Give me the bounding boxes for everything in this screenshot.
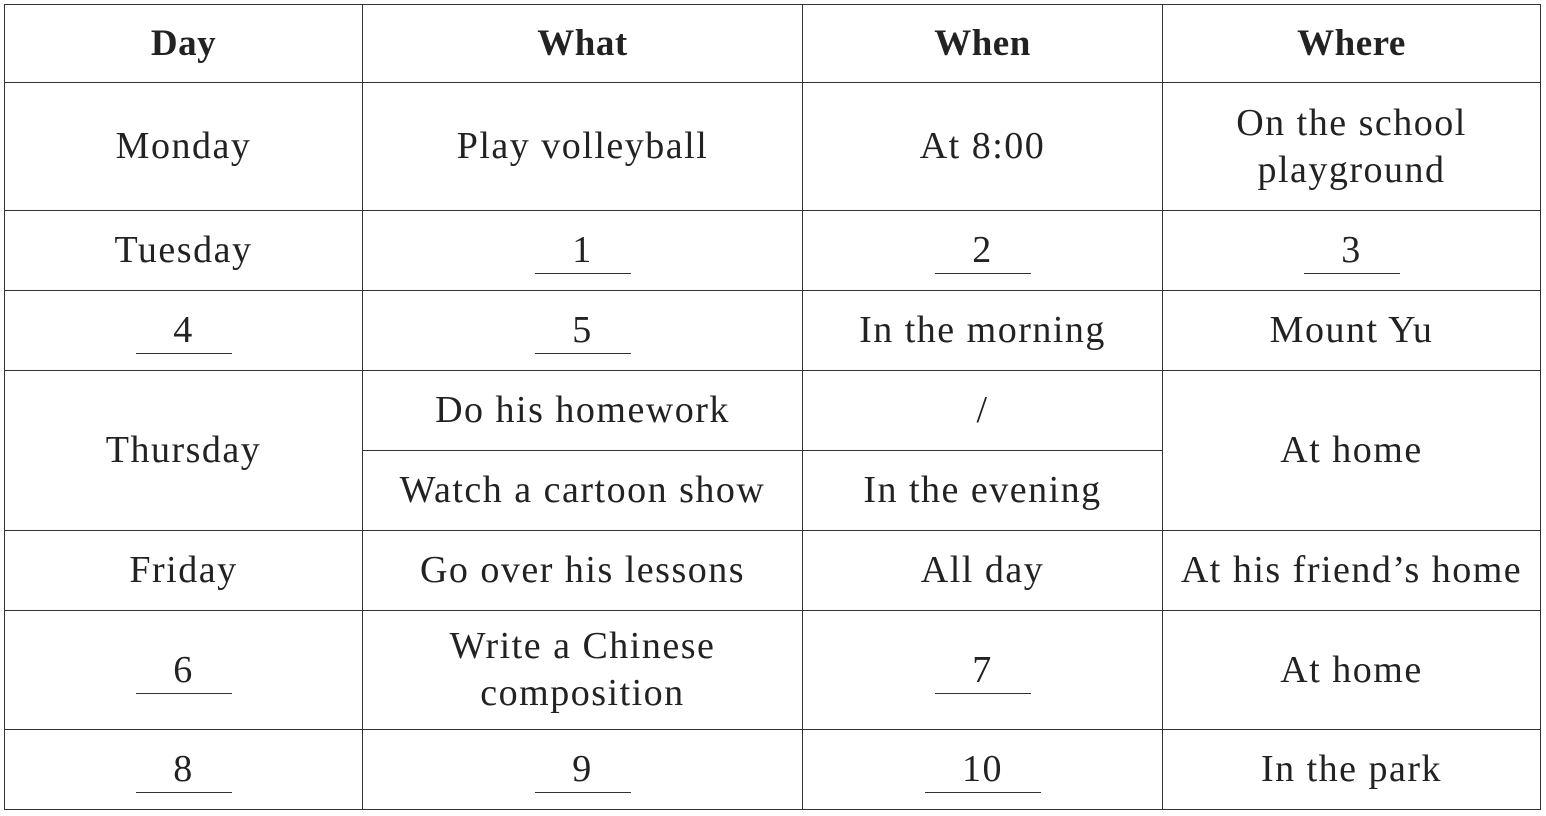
- cell-what-line2: composition: [480, 672, 685, 714]
- cell-when: At 8:00: [803, 83, 1163, 211]
- cell-when: [803, 611, 1163, 730]
- cell-what: Watch a cartoon show: [363, 451, 803, 531]
- cell-day: Thursday: [5, 371, 363, 531]
- header-when: When: [803, 5, 1163, 83]
- table-row-saturday: [5, 611, 1541, 730]
- answer-blank-7[interactable]: 7: [935, 649, 1031, 694]
- header-day: Day: [5, 5, 363, 83]
- cell-what: [363, 730, 803, 810]
- table-row-tuesday: [5, 211, 1541, 291]
- answer-blank-1[interactable]: 1: [535, 229, 631, 274]
- cell-day: Tuesday: [5, 211, 363, 291]
- header-what: What: [363, 5, 803, 83]
- answer-blank-4[interactable]: 4: [136, 309, 232, 354]
- cell-day: Monday: [5, 83, 363, 211]
- cell-day: [5, 730, 363, 810]
- cell-what-line1: Write a Chinese: [449, 625, 716, 667]
- answer-blank-10[interactable]: 10: [925, 748, 1041, 793]
- table-row-thursday-a: [5, 371, 1541, 451]
- table-row-friday: [5, 531, 1541, 611]
- cell-day: [5, 291, 363, 371]
- cell-when: /: [803, 371, 1163, 451]
- cell-where: In the park: [1163, 730, 1541, 810]
- cell-what: [363, 291, 803, 371]
- cell-where: At home: [1163, 371, 1541, 531]
- cell-when: In the evening: [803, 451, 1163, 531]
- answer-blank-3[interactable]: 3: [1304, 229, 1400, 274]
- cell-what: [363, 211, 803, 291]
- cell-where-line1: On the school: [1236, 101, 1467, 144]
- header-where: Where: [1163, 5, 1541, 83]
- table-row-monday: [5, 83, 1541, 211]
- answer-blank-8[interactable]: 8: [136, 748, 232, 793]
- cell-day: [5, 611, 363, 730]
- cell-what: Go over his lessons: [363, 531, 803, 611]
- cell-what: Play volleyball: [363, 83, 803, 211]
- cell-what: Do his homework: [363, 371, 803, 451]
- answer-blank-5[interactable]: 5: [535, 309, 631, 354]
- cell-where: [1163, 211, 1541, 291]
- answer-blank-9[interactable]: 9: [535, 748, 631, 793]
- schedule-table: [4, 4, 1541, 810]
- cell-where-line2: playground: [1257, 148, 1446, 191]
- cell-where: Mount Yu: [1163, 291, 1541, 371]
- table-row-wednesday: [5, 291, 1541, 371]
- cell-what: [363, 611, 803, 730]
- cell-where: At home: [1163, 611, 1541, 730]
- cell-when: [803, 730, 1163, 810]
- table-row-sunday: [5, 730, 1541, 810]
- header-row: [5, 5, 1541, 83]
- answer-blank-6[interactable]: 6: [136, 649, 232, 694]
- cell-when: All day: [803, 531, 1163, 611]
- cell-day: Friday: [5, 531, 363, 611]
- cell-when: In the morning: [803, 291, 1163, 371]
- cell-where: [1163, 83, 1541, 211]
- cell-when: [803, 211, 1163, 291]
- cell-where: At his friend’s home: [1163, 531, 1541, 611]
- answer-blank-2[interactable]: 2: [935, 229, 1031, 274]
